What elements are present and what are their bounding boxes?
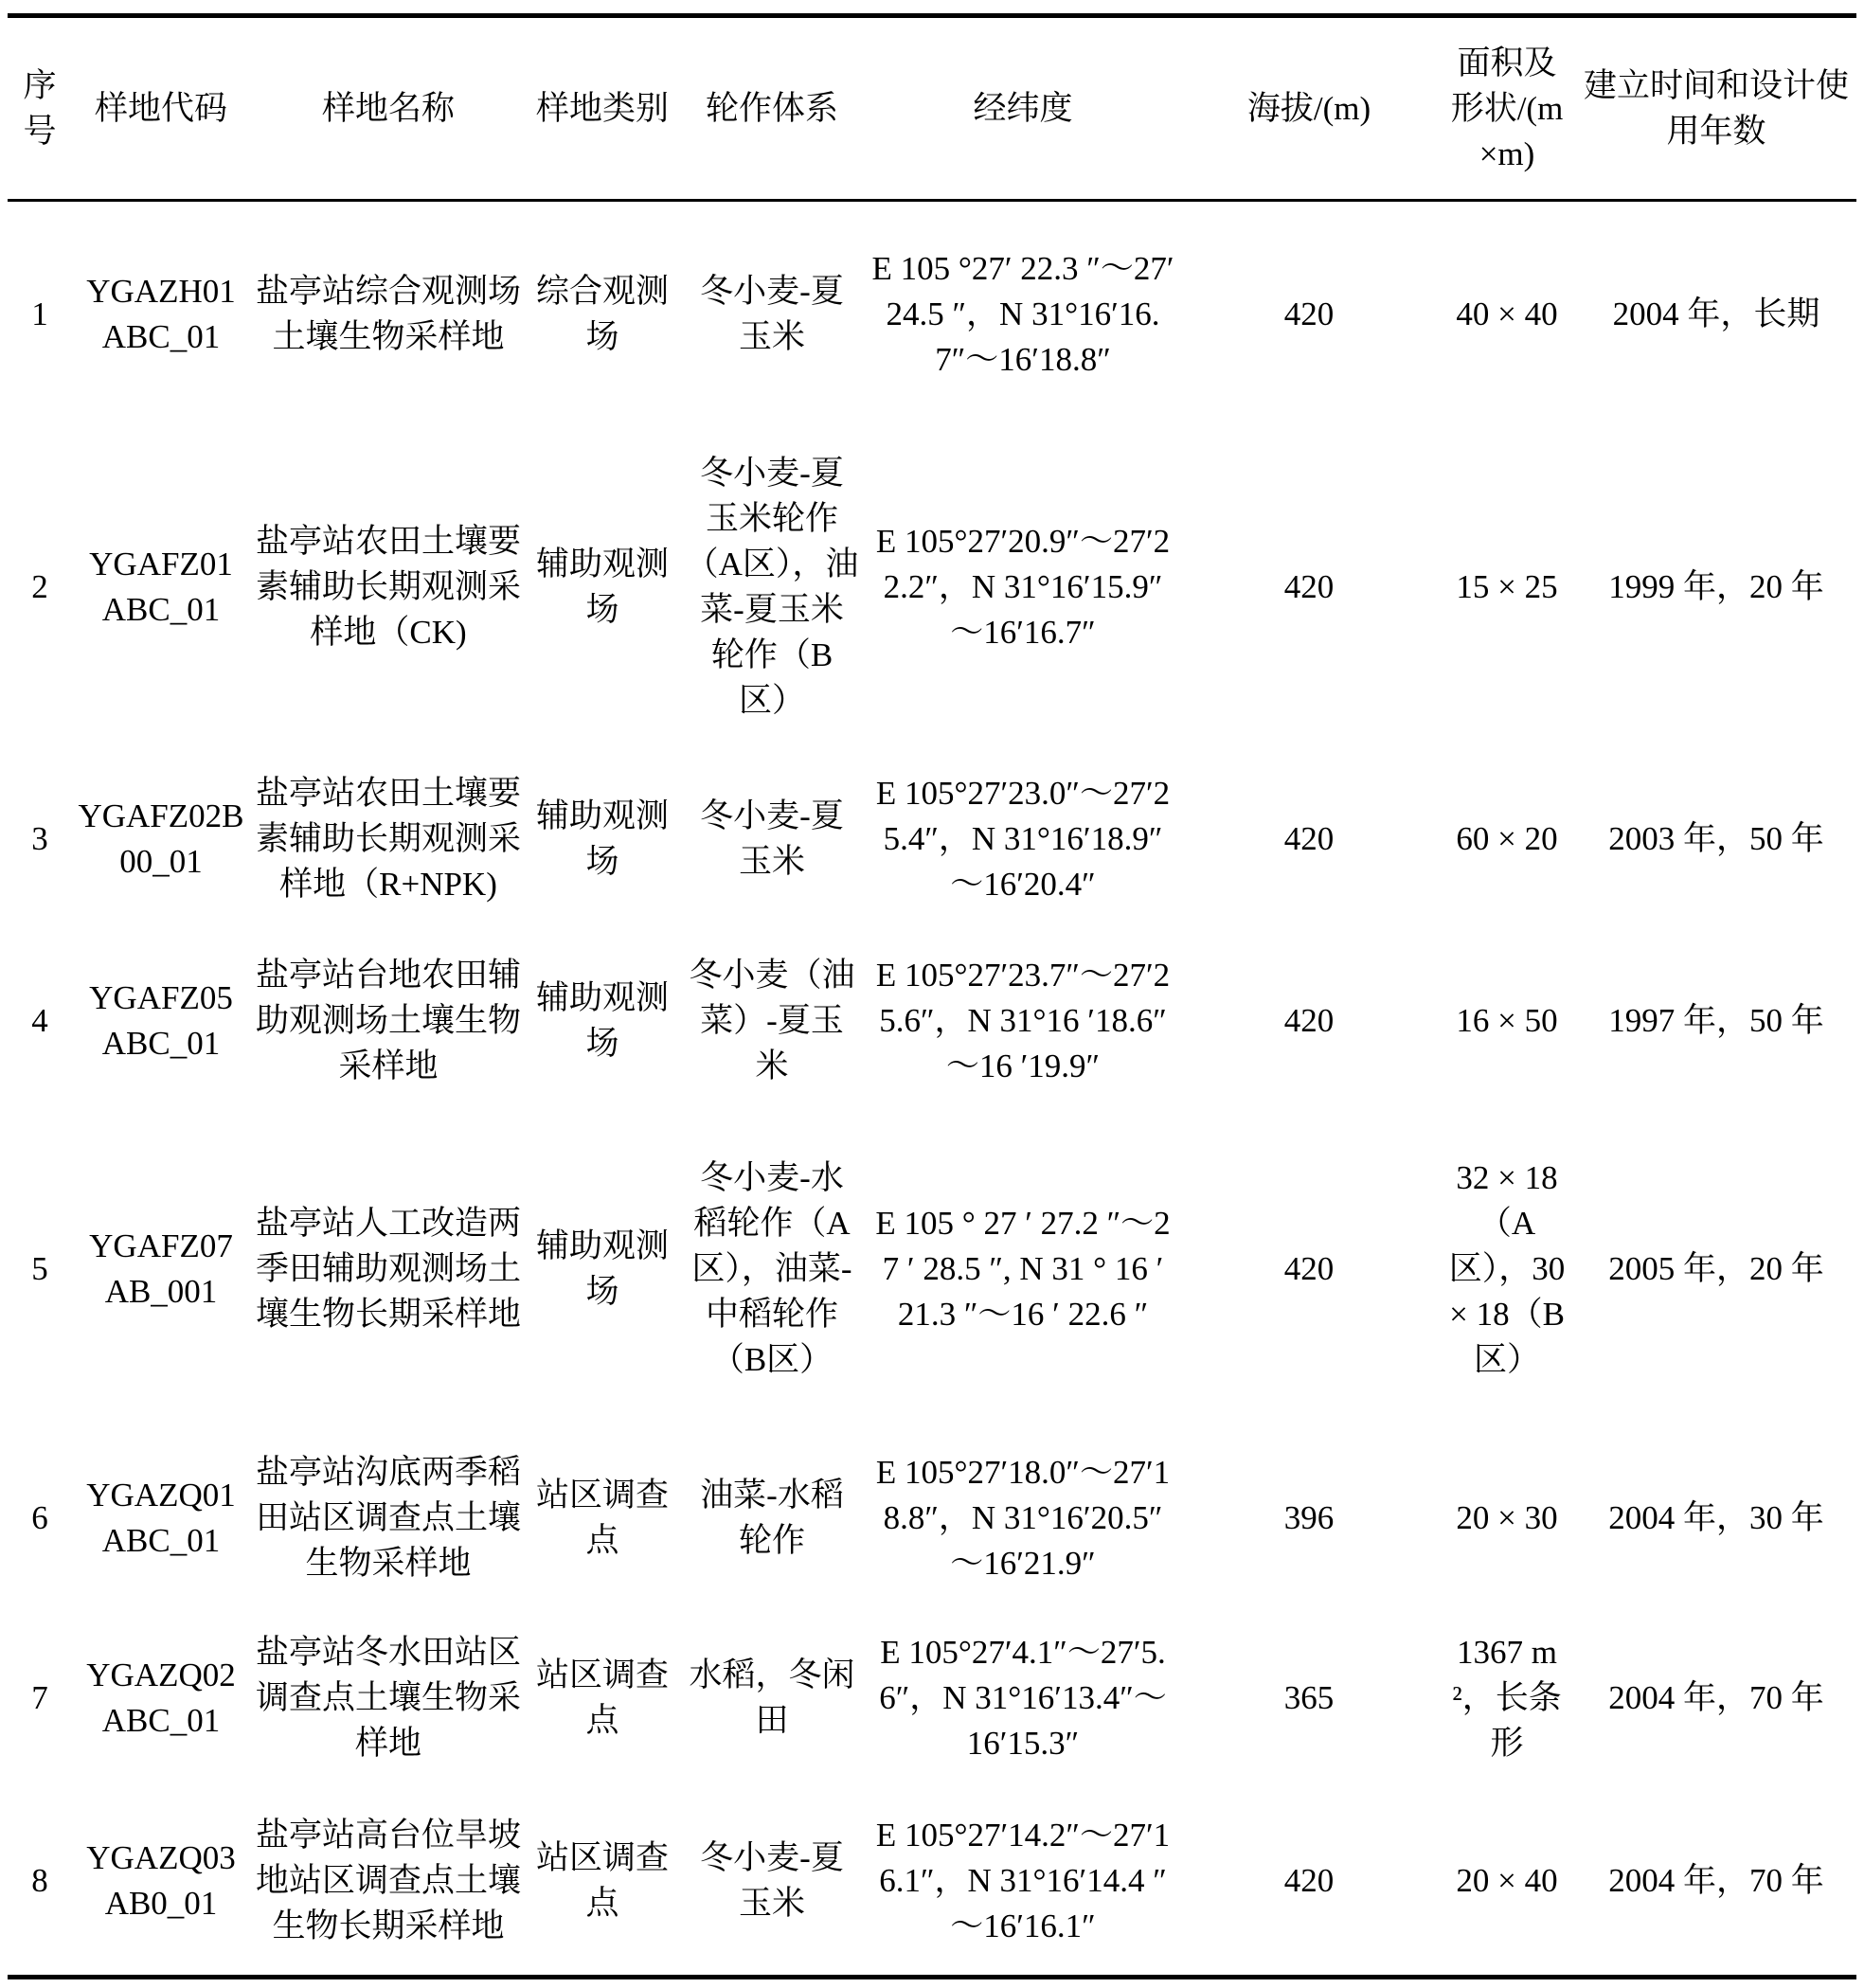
cell-site-category: 站区调查点 [535, 1476, 669, 1559]
header-rotation-system: 轮作体系 [705, 89, 838, 127]
cell-altitude: 420 [1283, 819, 1335, 857]
cell-site-code: YGAZH01ABC_01 [86, 273, 236, 356]
cell-rotation-system: 冬小麦-夏玉米 [700, 1839, 844, 1923]
cell-site-category: 站区调查点 [535, 1656, 669, 1739]
cell-coordinates: E 105°27′4.1″～27′5.6″，N 31°16′13.4″～16′15.3″ [879, 1633, 1167, 1762]
header-row [8, 16, 1856, 201]
cell-site-name: 盐亭站综合观测场土壤生物采样地 [256, 273, 522, 356]
cell-no: 3 [31, 819, 48, 857]
cell-site-name: 盐亭站台地农田辅助观测场土壤生物采样地 [256, 956, 522, 1084]
cell-coordinates: E 105 ° 27 ′ 27.2 ″～27 ′ 28.5 ″, N 31 ° 16 ′ 21.3 ″～16 ′ 22.6 ″ [875, 1204, 1171, 1333]
cell-altitude: 420 [1283, 296, 1335, 333]
header-area-shape: 面积及形状/(m×m) [1450, 44, 1564, 172]
sampling-site-table [8, 13, 1856, 1979]
cell-established-year: 1999 年，20 年 [1608, 567, 1824, 605]
table-body [8, 201, 1856, 1978]
cell-site-code: YGAFZ07AB_001 [89, 1227, 233, 1310]
cell-site-category: 辅助观测场 [535, 1227, 669, 1310]
cell-site-category: 辅助观测场 [535, 978, 669, 1062]
cell-no: 2 [31, 567, 48, 605]
cell-established-year: 2005 年，20 年 [1608, 1249, 1824, 1287]
cell-site-code: YGAZQ02ABC_01 [86, 1656, 236, 1739]
cell-rotation-system: 冬小麦-夏玉米 [700, 797, 844, 880]
cell-site-code: YGAFZ02B00_01 [78, 797, 244, 880]
cell-altitude: 420 [1283, 1862, 1335, 1900]
cell-no: 8 [31, 1862, 48, 1900]
cell-site-name: 盐亭站高台位旱坡地站区调查点土壤生物长期采样地 [256, 1817, 522, 1945]
cell-site-name: 盐亭站人工改造两季田辅助观测场土壤生物长期采样地 [256, 1204, 522, 1333]
cell-coordinates: E 105 °27′ 22.3 ″～27′ 24.5 ″，N 31°16′16.7″～16′18.8″ [871, 250, 1174, 379]
header-altitude: 海拔/(m) [1246, 89, 1371, 127]
cell-no: 7 [31, 1678, 48, 1716]
cell-area-shape: 1367 m²，长条形 [1452, 1633, 1562, 1762]
table-row [8, 1428, 1856, 1608]
cell-site-name: 盐亭站农田土壤要素辅助长期观测采样地（R+NPK) [256, 774, 522, 903]
cell-area-shape: 20 × 30 [1456, 1498, 1558, 1536]
cell-site-code: YGAFZ05ABC_01 [89, 978, 233, 1062]
cell-rotation-system: 冬小麦-夏玉米 [700, 273, 844, 356]
cell-altitude: 420 [1283, 1001, 1335, 1039]
cell-site-code: YGAZQ03AB0_01 [86, 1839, 236, 1923]
header-established-year: 建立时间和设计使用年数 [1583, 66, 1849, 150]
cell-area-shape: 32 × 18（A 区），30 × 18（B 区） [1448, 1158, 1566, 1378]
cell-area-shape: 40 × 40 [1456, 296, 1558, 333]
cell-coordinates: E 105°27′14.2″～27′16.1″，N 31°16′14.4 ″～16′16.1″ [875, 1817, 1171, 1945]
cell-established-year: 2003 年，50 年 [1608, 819, 1824, 857]
table-row [8, 932, 1856, 1110]
cell-site-category: 综合观测场 [535, 273, 669, 356]
cell-established-year: 2004 年，70 年 [1608, 1862, 1824, 1900]
cell-rotation-system: 水稻，冬闲田 [689, 1656, 855, 1739]
cell-no: 1 [31, 296, 48, 333]
table-row [8, 1110, 1856, 1428]
cell-altitude: 420 [1283, 1249, 1335, 1287]
cell-no: 4 [31, 1001, 48, 1039]
table-row [8, 746, 1856, 932]
cell-rotation-system: 冬小麦-夏玉米轮作（A区），油菜-夏玉米轮作（B 区） [685, 454, 859, 719]
cell-site-name: 盐亭站农田土壤要素辅助长期观测采样地（CK) [256, 522, 522, 651]
cell-coordinates: E 105°27′18.0″～27′18.8″，N 31°16′20.5″～16′21.9″ [875, 1453, 1171, 1582]
cell-established-year: 1997 年，50 年 [1608, 1001, 1824, 1039]
cell-site-name: 盐亭站冬水田站区调查点土壤生物采样地 [256, 1633, 522, 1762]
cell-altitude: 420 [1283, 567, 1335, 605]
cell-site-name: 盐亭站沟底两季稻田站区调查点土壤生物采样地 [256, 1453, 522, 1582]
table-row [8, 1608, 1856, 1788]
cell-altitude: 396 [1283, 1498, 1335, 1536]
header-coordinates: 经纬度 [973, 89, 1073, 127]
cell-rotation-system: 冬小麦-水稻轮作（A区），油菜-中稻轮作（B区） [691, 1158, 852, 1378]
cell-no: 6 [31, 1498, 48, 1536]
header-site-category: 样地类别 [535, 89, 669, 127]
cell-area-shape: 60 × 20 [1456, 819, 1558, 857]
cell-coordinates: E 105°27′23.7″～27′25.6″，N 31°16 ′18.6″～16 ′19.9″ [875, 956, 1171, 1084]
cell-coordinates: E 105°27′20.9″～27′22.2″，N 31°16′15.9″～16′16.7″ [875, 522, 1171, 651]
cell-site-category: 站区调查点 [535, 1839, 669, 1923]
header-site-name: 样地名称 [321, 89, 455, 127]
cell-established-year: 2004 年，30 年 [1608, 1498, 1824, 1536]
cell-rotation-system: 冬小麦（油菜）-夏玉米 [689, 956, 855, 1084]
cell-established-year: 2004 年，70 年 [1608, 1678, 1824, 1716]
cell-area-shape: 16 × 50 [1456, 1001, 1558, 1039]
cell-established-year: 2004 年，长期 [1612, 296, 1820, 333]
header-no: 序号 [23, 66, 57, 150]
header-site-code: 样地代码 [94, 89, 227, 127]
table-row [8, 1788, 1856, 1978]
cell-site-code: YGAZQ01ABC_01 [86, 1476, 236, 1559]
cell-site-category: 辅助观测场 [535, 797, 669, 880]
cell-altitude: 365 [1283, 1678, 1335, 1716]
table-row [8, 428, 1856, 746]
cell-site-code: YGAFZ01ABC_01 [89, 545, 233, 628]
cell-area-shape: 15 × 25 [1456, 567, 1558, 605]
table-row [8, 201, 1856, 428]
cell-area-shape: 20 × 40 [1456, 1862, 1558, 1900]
cell-rotation-system: 油菜-水稻轮作 [700, 1476, 844, 1559]
cell-site-category: 辅助观测场 [535, 545, 669, 628]
table-header [8, 16, 1856, 201]
cell-coordinates: E 105°27′23.0″～27′25.4″，N 31°16′18.9″～16′20.4″ [875, 774, 1171, 903]
cell-no: 5 [31, 1249, 48, 1287]
